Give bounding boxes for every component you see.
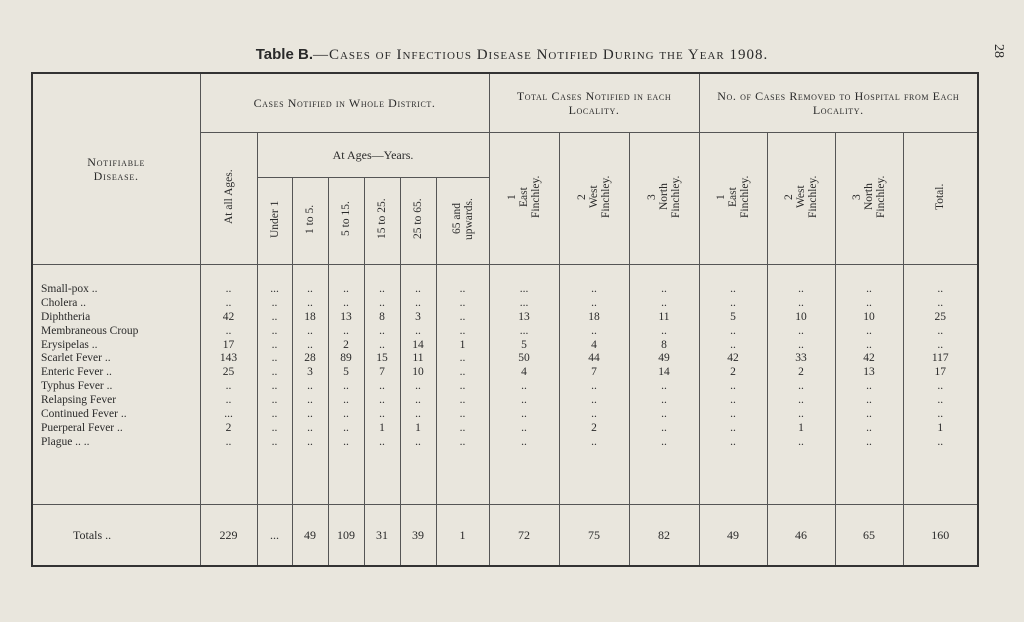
locality-header-text: Total Cases Notified in each Locality.	[516, 89, 672, 117]
table-cell-value: ..	[459, 435, 466, 448]
table-cell-value: 89	[340, 352, 352, 365]
data-column-cell	[200, 265, 257, 505]
disease-column-header	[32, 73, 200, 265]
table-cell-value: ..	[521, 394, 527, 407]
table-cell-value: ..	[415, 283, 421, 295]
table-cell-value: ..	[798, 408, 804, 421]
totals-value: ...	[257, 505, 292, 567]
table-cell-value: ..	[271, 324, 278, 337]
table-cell-value: 50	[518, 352, 530, 365]
disease-names-cell	[32, 265, 200, 505]
table-cell-value: ..	[415, 324, 421, 337]
table-cell-value: ..	[343, 283, 349, 295]
infectious-disease-table	[31, 72, 979, 567]
table-cell-value: ..	[225, 296, 232, 309]
table-cell-value: ..	[798, 394, 804, 407]
table-cell-value: ..	[521, 380, 527, 393]
table-cell-value: ..	[937, 408, 944, 421]
table-cell-value: ..	[661, 435, 667, 448]
hospital-col-3	[835, 133, 903, 265]
totals-value: 229	[200, 505, 257, 567]
table-cell-value: ...	[270, 283, 279, 295]
table-cell-value: ..	[459, 394, 466, 407]
totals-value: 75	[559, 505, 629, 567]
data-column-cell	[699, 265, 767, 505]
age-col-5-text: 25 to 65.	[412, 198, 424, 240]
table-cell-value: ..	[343, 394, 349, 407]
table-cell-value: 1	[379, 421, 385, 434]
table-cell-value: ..	[730, 421, 736, 434]
table-cell-value: ..	[661, 324, 667, 337]
table-cell-value: ..	[459, 380, 466, 393]
table-cell-value: ..	[866, 408, 872, 421]
table-cell-value: ..	[591, 296, 597, 309]
table-cell-value: ..	[521, 421, 527, 434]
locality-col-2-text: 2 West Finchley.	[576, 175, 613, 218]
table-cell-value: 2	[343, 338, 349, 351]
at-all-ages-header	[200, 133, 257, 265]
disease-name: Small-pox ..	[41, 283, 98, 295]
table-cell-value: ..	[343, 421, 349, 434]
table-cell-value: ..	[271, 352, 278, 365]
table-cell-value: ..	[730, 324, 736, 337]
table-cell-value: ..	[415, 408, 421, 421]
table-cell-value: 2	[730, 366, 736, 379]
disease-name: Puerperal Fever ..	[41, 421, 123, 434]
disease-name: Erysipelas ..	[41, 338, 98, 351]
table-cell-value: 8	[379, 310, 385, 323]
table-cell-value: ..	[271, 296, 278, 309]
locality-col-1-text: 1 East Finchley.	[506, 175, 543, 218]
data-column-cell	[400, 265, 436, 505]
table-cell-value: 8	[661, 338, 667, 351]
table-cell-value: ...	[519, 283, 529, 295]
table-cell-value: 7	[379, 366, 385, 379]
table-cell-value: ..	[379, 380, 385, 393]
table-cell-value: ..	[271, 338, 278, 351]
table-cell-value: ..	[379, 296, 385, 309]
table-cell-value: ..	[271, 380, 278, 393]
table-cell-value: 13	[863, 366, 875, 379]
table-cell-value: ..	[661, 296, 667, 309]
table-cell-value: ..	[730, 435, 736, 448]
table-cell-value: ..	[937, 435, 944, 448]
table-cell-value: ..	[730, 380, 736, 393]
hospital-col-2-text: 2 West Finchley.	[783, 175, 820, 218]
table-cell-value: ..	[307, 421, 313, 434]
table-cell-value: ..	[591, 380, 597, 393]
title-text: —Cases of Infectious Disease Notified During the Year 1908.	[312, 47, 769, 63]
data-column-cell	[257, 265, 292, 505]
table-cell-value: ..	[225, 380, 232, 393]
locality-col-3	[629, 133, 699, 265]
table-cell-value: ..	[271, 435, 278, 448]
data-column-cell	[559, 265, 629, 505]
table-cell-value: 143	[219, 352, 238, 365]
page-number: 28	[991, 44, 1006, 58]
table-cell-value: 3	[415, 310, 421, 323]
table-cell-value: ..	[307, 435, 313, 448]
table-cell-value: 4	[521, 366, 527, 379]
table-cell-value: 2	[225, 421, 232, 434]
table-cell-value: ..	[661, 408, 667, 421]
data-column-cell	[767, 265, 835, 505]
table-cell-value: ..	[343, 435, 349, 448]
table-cell-value: ..	[591, 408, 597, 421]
disease-name: Plague .. ..	[41, 435, 90, 448]
age-col-5	[400, 178, 436, 265]
table-cell-value: ..	[866, 421, 872, 434]
table-cell-value: 117	[931, 352, 949, 365]
totals-value: 49	[699, 505, 767, 567]
table-cell-value: ..	[343, 408, 349, 421]
age-col-6	[436, 178, 489, 265]
totals-value: 46	[767, 505, 835, 567]
table-cell-value: ..	[730, 296, 736, 309]
table-cell-value: 33	[795, 352, 807, 365]
table-cell-value: ...	[224, 408, 233, 421]
data-column-cell	[364, 265, 400, 505]
disease-name: Continued Fever ..	[41, 408, 127, 421]
table-cell-value: ..	[521, 435, 527, 448]
table-cell-value: 10	[795, 310, 807, 323]
table-cell-value: ..	[866, 394, 872, 407]
at-ages-header: At Ages—Years.	[257, 133, 489, 178]
table-cell-value: ..	[343, 296, 349, 309]
table-cell-value: ...	[519, 296, 529, 309]
disease-name: Typhus Fever ..	[41, 380, 113, 393]
table-cell-value: ..	[866, 435, 872, 448]
totals-value: 39	[400, 505, 436, 567]
title-lead: Table B.	[255, 46, 313, 63]
table-cell-value: ..	[379, 338, 385, 351]
table-cell-value: ..	[415, 296, 421, 309]
table-cell-value: ..	[798, 380, 804, 393]
table-cell-value: ..	[459, 421, 466, 434]
table-cell-value: 25	[222, 366, 235, 379]
hospital-header-text: No. of Cases Removed to Hospital from Each Locality.	[717, 89, 960, 117]
age-col-4-text: 15 to 25.	[376, 198, 388, 240]
table-cell-value: ..	[459, 310, 466, 323]
hospital-col-total	[903, 133, 978, 265]
table-title	[0, 46, 1024, 64]
table-cell-value: ..	[937, 283, 944, 295]
table-cell-value: ..	[225, 283, 232, 295]
table-cell-value: ..	[307, 283, 313, 295]
totals-value: 160	[903, 505, 978, 567]
table-cell-value: 3	[307, 366, 313, 379]
data-column-cell	[292, 265, 328, 505]
table-cell-value: ..	[307, 338, 313, 351]
totals-value: 109	[328, 505, 364, 567]
disease-name: Scarlet Fever ..	[41, 352, 111, 365]
table-cell-value: ..	[343, 324, 349, 337]
table-cell-value: 10	[863, 310, 875, 323]
table-cell-value: ..	[661, 394, 667, 407]
table-cell-value: 1	[415, 421, 421, 434]
table-cell-value: ..	[271, 310, 278, 323]
age-col-3-text: 5 to 15.	[340, 201, 352, 237]
table-cell-value: ..	[415, 394, 421, 407]
data-column-cell	[328, 265, 364, 505]
table-cell-value: 5	[730, 310, 736, 323]
table-cell-value: ..	[798, 338, 804, 351]
hospital-col-total-text: Total.	[934, 183, 947, 210]
disease-name: Diphtheria	[41, 310, 91, 323]
table-cell-value: ..	[459, 296, 466, 309]
table-cell-value: ..	[343, 380, 349, 393]
table-cell-value: 2	[591, 421, 597, 434]
age-col-4	[364, 178, 400, 265]
table-cell-value: 17	[222, 338, 235, 351]
table-cell-value: ..	[307, 394, 313, 407]
table-cell-value: ..	[798, 296, 804, 309]
table-cell-value: ..	[798, 324, 804, 337]
table-cell-value: ..	[730, 394, 736, 407]
table-cell-value: ..	[730, 408, 736, 421]
table-cell-value: 1	[459, 338, 466, 351]
table-cell-value: 42	[222, 310, 235, 323]
table-cell-value: 10	[412, 366, 424, 379]
table-cell-value: 14	[412, 338, 424, 351]
disease-header-text: Notifiable Disease.	[87, 155, 146, 183]
table-cell-value: ..	[307, 324, 313, 337]
table-cell-value: ..	[379, 283, 385, 295]
table-cell-value: ..	[661, 421, 667, 434]
table-cell-value: 4	[591, 338, 597, 351]
table-cell-value: ..	[866, 296, 872, 309]
at-all-ages-text: At all Ages.	[222, 169, 235, 224]
table-cell-value: ..	[225, 324, 232, 337]
table-cell-value: ..	[459, 366, 466, 379]
table-cell-value: ..	[591, 435, 597, 448]
locality-col-1	[489, 133, 559, 265]
table-cell-value: 42	[727, 352, 739, 365]
locality-header	[489, 73, 699, 133]
table-cell-value: 25	[934, 310, 947, 323]
table-cell-value: 5	[521, 338, 527, 351]
totals-row	[32, 505, 978, 567]
table-cell-value: 28	[304, 352, 316, 365]
table-cell-value: ..	[271, 366, 278, 379]
table-cell-value: ..	[591, 283, 597, 295]
table-cell-value: ..	[730, 338, 736, 351]
table-cell-value: 18	[588, 310, 600, 323]
age-col-1-text: Under 1	[268, 200, 281, 238]
age-col-2	[292, 178, 328, 265]
locality-col-3-text: 3 North Finchley.	[646, 175, 683, 218]
locality-col-2	[559, 133, 629, 265]
table-cell-value: ..	[225, 435, 232, 448]
table-cell-value: 13	[518, 310, 530, 323]
table-cell-value: ..	[798, 283, 804, 295]
table-cell-value: ..	[379, 408, 385, 421]
table-cell-value: ..	[591, 324, 597, 337]
table-cell-value: ..	[937, 296, 944, 309]
table-cell-value: 42	[863, 352, 875, 365]
table-cell-value: 44	[588, 352, 600, 365]
hospital-col-2	[767, 133, 835, 265]
table-cell-value: ..	[225, 394, 232, 407]
table-cell-value: 13	[340, 310, 352, 323]
disease-name: Membraneous Croup	[41, 324, 139, 337]
table-cell-value: 11	[658, 310, 670, 323]
totals-value: 49	[292, 505, 328, 567]
table-cell-value: ..	[866, 380, 872, 393]
table-cell-value: ..	[307, 380, 313, 393]
table-cell-value: ..	[271, 394, 278, 407]
table-cell-value: 7	[591, 366, 597, 379]
age-col-6-text: 65 and upwards.	[450, 198, 475, 240]
totals-value: 72	[489, 505, 559, 567]
totals-value: 82	[629, 505, 699, 567]
totals-value: 1	[436, 505, 489, 567]
table-cell-value: 5	[343, 366, 349, 379]
table-cell-value: 14	[658, 366, 670, 379]
table-cell-value: ...	[519, 324, 529, 337]
table-cell-value: ..	[459, 352, 466, 365]
table-cell-value: 18	[304, 310, 316, 323]
data-column-cell	[629, 265, 699, 505]
table-cell-value: ..	[937, 324, 944, 337]
hospital-col-3-text: 3 North Finchley.	[851, 175, 888, 218]
totals-value: 65	[835, 505, 903, 567]
table-cell-value: ..	[459, 408, 466, 421]
table-cell-value: ..	[661, 380, 667, 393]
data-column-cell	[903, 265, 978, 505]
table-cell-value: ..	[307, 296, 313, 309]
table-cell-value: ..	[937, 380, 944, 393]
data-column-cell	[489, 265, 559, 505]
table-cell-value: ..	[379, 394, 385, 407]
table-cell-value: ..	[459, 283, 466, 295]
whole-district-header: Cases Notified in Whole District.	[200, 73, 489, 133]
disease-name: Cholera ..	[41, 296, 87, 309]
table-cell-value: ..	[379, 435, 385, 448]
table-cell-value: 1	[937, 421, 944, 434]
age-col-2-text: 1 to 5.	[304, 204, 316, 234]
totals-label: Totals ..	[32, 505, 200, 567]
table-cell-value: ..	[271, 421, 278, 434]
table-cell-value: 1	[798, 421, 804, 434]
table-cell-value: 11	[412, 352, 424, 365]
table-cell-value: ..	[866, 324, 872, 337]
data-column-cell	[835, 265, 903, 505]
table-cell-value: 17	[934, 366, 947, 379]
table-cell-value: ..	[379, 324, 385, 337]
table-cell-value: ..	[521, 408, 527, 421]
hospital-header	[699, 73, 978, 133]
table-cell-value: ..	[730, 283, 736, 295]
table-cell-value: ..	[307, 408, 313, 421]
disease-name: Enteric Fever ..	[41, 366, 112, 379]
hospital-col-1	[699, 133, 767, 265]
totals-value: 31	[364, 505, 400, 567]
table-cell-value: ..	[866, 338, 872, 351]
data-column-cell	[436, 265, 489, 505]
table-cell-value: 49	[658, 352, 670, 365]
age-col-1	[257, 178, 292, 265]
table-cell-value: ..	[415, 435, 421, 448]
table-cell-value: ..	[937, 338, 944, 351]
table-cell-value: ..	[271, 408, 278, 421]
table-cell-value: ..	[937, 394, 944, 407]
age-col-3	[328, 178, 364, 265]
table-cell-value: 2	[798, 366, 804, 379]
hospital-col-1-text: 1 East Finchley.	[715, 175, 752, 218]
table-cell-value: ..	[459, 324, 466, 337]
table-cell-value: ..	[415, 380, 421, 393]
table-cell-value: ..	[866, 283, 872, 295]
table-cell-value: ..	[591, 394, 597, 407]
disease-name: Relapsing Fever	[41, 394, 117, 407]
table-cell-value: ..	[661, 283, 667, 295]
table-cell-value: ..	[798, 435, 804, 448]
table-cell-value: 15	[376, 352, 388, 365]
